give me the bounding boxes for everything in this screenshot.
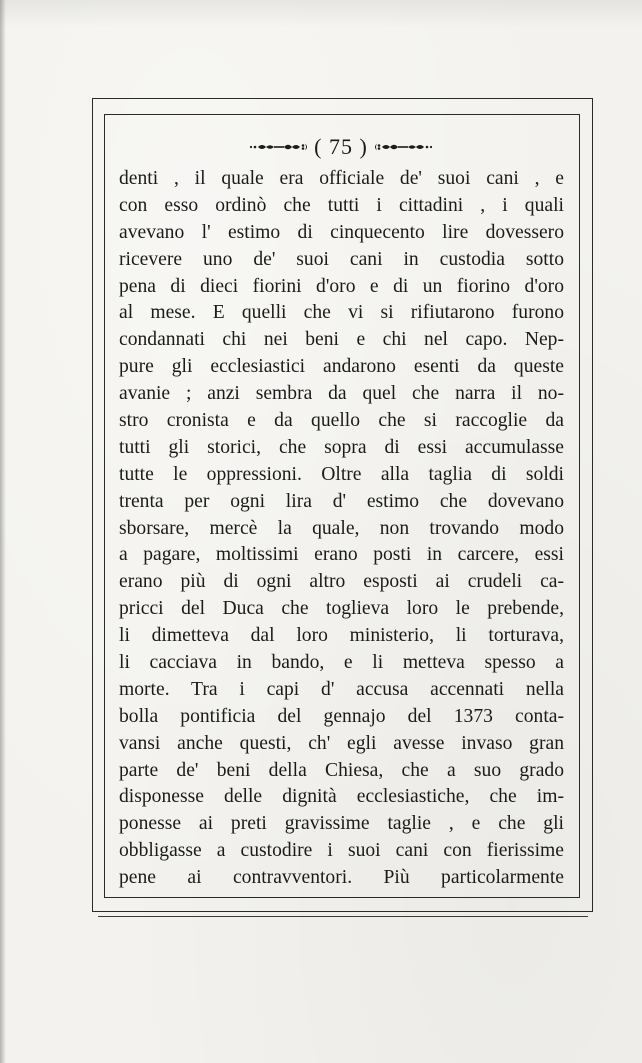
- text-line: bolla pontificia del gennajo del 1373 conta-: [119, 705, 564, 727]
- bleed-through-shadow: [0, 0, 642, 28]
- text-line: ponesse ai preti gravissime taglie , e che gli: [119, 813, 564, 835]
- text-line: tutte le oppressioni. Oltre alla taglia di soldi: [119, 463, 564, 485]
- text-line: denti , il quale era officiale de' suoi cani , e: [119, 168, 564, 189]
- text-line: pene ai contravventori. Più particolarmente: [119, 867, 564, 889]
- page-header: [120, 132, 562, 162]
- text-line: obbligasse a custodire i suoi cani con fierissime: [119, 840, 564, 862]
- body-text: [119, 166, 564, 892]
- text-line: sborsare, mercè la quale, non trovando modo: [119, 517, 564, 539]
- bottom-rule-line: [98, 916, 588, 917]
- text-line: avevano l' estimo di cinquecento lire dovessero: [119, 221, 564, 243]
- left-ornament-icon: [248, 142, 310, 152]
- text-line: li cacciava in bando, e li metteva spesso a: [119, 652, 564, 674]
- text-line: li dimetteva dal loro ministerio, li torturava,: [119, 625, 564, 647]
- text-line: ricevere uno de' suoi cani in custodia sotto: [119, 248, 564, 270]
- text-line: erano più di ogni altro esposti ai crudeli ca-: [119, 571, 564, 593]
- text-line: morte. Tra i capi d' accusa accennati nella: [119, 678, 564, 700]
- text-line: tutti gli storici, che sopra di essi accumulasse: [119, 436, 564, 458]
- text-line: a pagare, moltissimi erano posti in carcere, essi: [119, 544, 564, 566]
- text-line: pena di dieci fiorini d'oro e di un fiorino d'oro: [119, 275, 564, 297]
- text-line: condannati chi nei beni e chi nel capo. Nep-: [119, 329, 564, 351]
- text-line: pure gli ecclesiastici andarono esenti da queste: [119, 356, 564, 378]
- page-binding-edge: [0, 0, 6, 1063]
- right-ornament-icon: [372, 142, 434, 152]
- text-line: pricci del Duca che toglieva loro le prebende,: [119, 598, 564, 620]
- text-line: stro cronista e da quello che si raccoglie da: [119, 410, 564, 432]
- text-line: con esso ordinò che tutti i cittadini , i quali: [119, 194, 564, 216]
- text-line: parte de' beni della Chiesa, che a suo grado: [119, 759, 564, 781]
- text-line: vansi anche questi, ch' egli avesse invaso gran: [119, 732, 564, 754]
- text-line: avanie ; anzi sembra da quel che narra il no-: [119, 383, 564, 405]
- text-line: al mese. E quelli che vi si rifiutarono furono: [119, 302, 564, 324]
- text-line: disponesse delle dignità ecclesiastiche, che im-: [119, 786, 564, 808]
- page-number: ( 75 ): [314, 134, 368, 159]
- text-line: trenta per ogni lira d' estimo che dovevano: [119, 490, 564, 512]
